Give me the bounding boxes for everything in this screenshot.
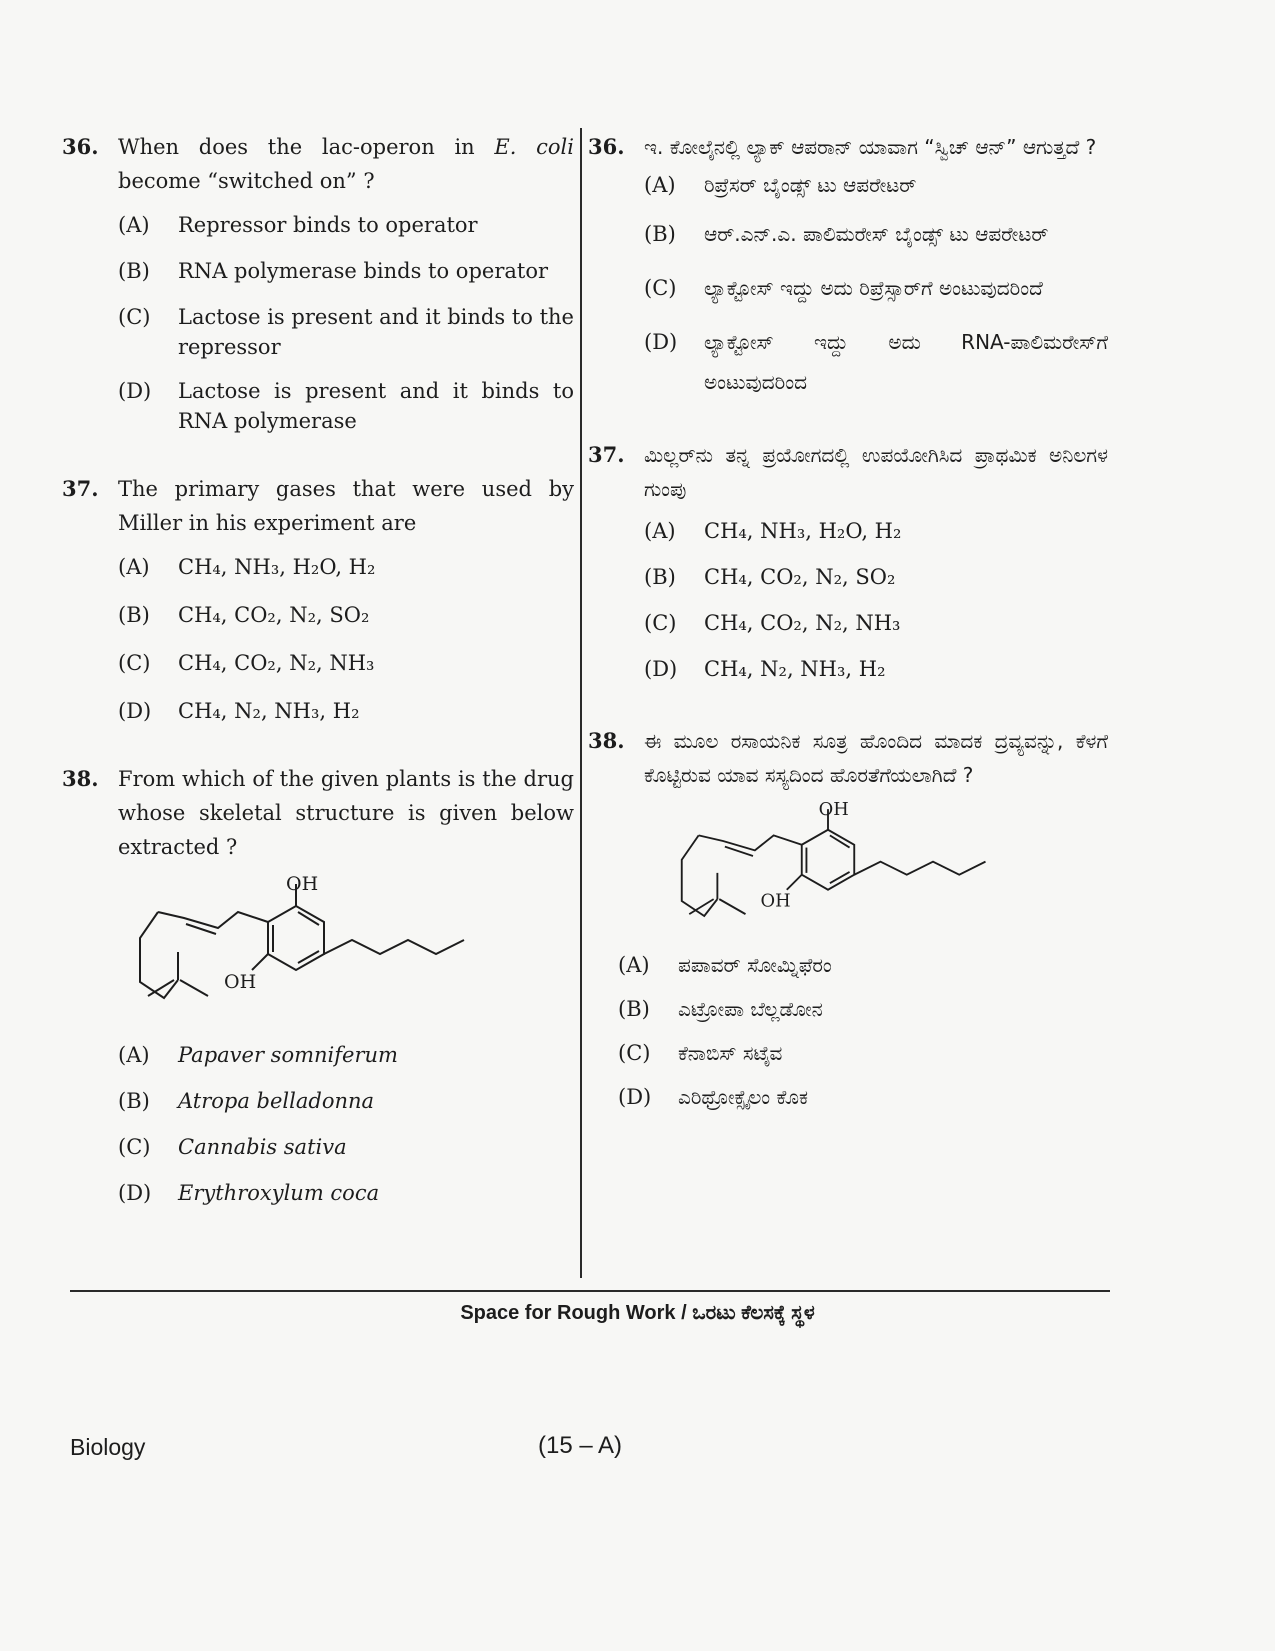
- option-a: (A) CH₄, NH₃, H₂O, H₂: [644, 519, 902, 543]
- option-b: (B) ಆರ್.ಎನ್.ಎ. ಪಾಲಿಮರೇಸ್ ಬೈಂಡ್ಸ್ ಟು ಆಪರೇಟರ್: [644, 222, 1049, 246]
- column-divider: [580, 128, 582, 1278]
- option-b: (B) CH₄, CO₂, N₂, SO₂: [644, 565, 896, 589]
- oh-label-top: OH: [286, 873, 319, 895]
- question-number: 38.: [62, 766, 99, 791]
- cannabinoid-structure: [118, 870, 538, 1030]
- option-a: (A) CH₄, NH₃, H₂O, H₂: [118, 555, 376, 579]
- rough-work-label: Space for Rough Work / ಒರಟು ಕೆಲಸಕ್ಕೆ ಸ್ಥಳ: [460, 1302, 815, 1324]
- question-text: ಮಿಲ್ಲರ್‌ನು ತನ್ನ ಪ್ರಯೋಗದಲ್ಲಿ ಉಪಯೋಗಿಸಿದ ಪ್ರಾಥಮಿಕ ಅನಿಲಗಳ ಗುಂಪು: [644, 443, 1108, 501]
- english-column: [62, 130, 574, 1208]
- subject-label: Biology: [70, 1434, 146, 1460]
- option-d: (D) Lactose is present and it binds to RNA polymerase: [118, 379, 574, 433]
- page-number: (15 – A): [538, 1432, 623, 1459]
- oh-label-bottom: OH: [224, 971, 257, 993]
- option-a: (A) Papaver somniferum: [118, 1043, 398, 1067]
- question-number: 36.: [588, 134, 625, 159]
- question-text: From which of the given plants is the drug whose skeletal structure is given below extracted ?: [118, 767, 574, 859]
- option-a: (A) ರಿಪ್ರೆಸರ್ ಬೈಂಡ್ಸ್ ಟು ಆಪರೇಟರ್: [644, 173, 917, 197]
- question-text: ಈ ಮೂಲ ರಸಾಯನಿಕ ಸೂತ್ರ ಹೊಂದಿದ ಮಾದಕ ದ್ರವ್ಯವನ್ನು, ಕೆಳಗೆ ಕೊಟ್ಟಿರುವ ಯಾವ ಸಸ್ಯದಿಂದ ಹೊರತೆಗೆಯಲಾಗಿದೆ ?: [644, 729, 1108, 787]
- question-number: 36.: [62, 134, 99, 159]
- question-text: When does the lac-operon in E. coli become “switched on” ?: [118, 135, 574, 193]
- question-38-kn: [588, 724, 1108, 1112]
- question-number: 38.: [588, 728, 625, 753]
- question-number: 37.: [588, 442, 625, 467]
- question-37-en: [62, 472, 574, 726]
- option-b: (B) ಎಟ್ರೋಪಾ ಬೆಲ್ಲಡೋನ: [618, 997, 823, 1021]
- oh-label-bottom: OH: [760, 890, 791, 912]
- question-38-en: [62, 762, 574, 1208]
- option-b: (B) Atropa belladonna: [118, 1089, 375, 1113]
- option-d: (D) CH₄, N₂, NH₃, H₂: [118, 699, 360, 723]
- question-36-kn: [588, 130, 1108, 402]
- option-b: (B) CH₄, CO₂, N₂, SO₂: [118, 603, 370, 627]
- cannabinoid-structure: [648, 796, 1068, 946]
- question-36-en: [62, 130, 574, 436]
- option-b: (B) RNA polymerase binds to operator: [118, 259, 549, 283]
- option-c: (C) ಕೆನಾಬಿಸ್ ಸಟೈವ: [618, 1041, 783, 1065]
- oh-label-top: OH: [818, 798, 849, 820]
- question-37-kn: [588, 438, 1108, 684]
- option-d: (D) ಎರಿಥ್ರೋಕ್ಸೈಲಂ ಕೊಕ: [618, 1085, 809, 1109]
- rough-work-rule: [70, 1290, 1110, 1292]
- option-d: (D) Erythroxylum coca: [118, 1181, 380, 1205]
- option-c: (C) CH₄, CO₂, N₂, NH₃: [118, 651, 375, 675]
- option-c: (C) ಲ್ಯಾಕ್ಟೋಸ್ ಇದ್ದು ಅದು ರಿಪ್ರೆಸ್ಸಾರ್‌ಗೆ ಅಂಟುವುದರಿಂದೆ: [644, 276, 1043, 300]
- question-number: 37.: [62, 476, 99, 501]
- question-text: The primary gases that were used by Miller in his experiment are: [118, 477, 574, 535]
- kannada-column: [588, 130, 1108, 1112]
- option-d: (D) CH₄, N₂, NH₃, H₂: [644, 657, 886, 681]
- option-c: (C) CH₄, CO₂, N₂, NH₃: [644, 611, 901, 635]
- option-c: (C) Cannabis sativa: [118, 1135, 347, 1159]
- option-d: (D) ಲ್ಯಾಕ್ಟೋಸ್ ಇದ್ದು ಅದು RNA-ಪಾಲಿಮರೇಸ್‌ಗೆ ಅಂಟುವುದರಿಂದ: [644, 330, 1108, 394]
- option-c: (C) Lactose is present and it binds to the repressor: [118, 305, 574, 359]
- option-a: (A) Repressor binds to operator: [118, 213, 478, 237]
- question-text: ಇ. ಕೋಲೈನಲ್ಲಿ ಲ್ಯಾಕ್ ಆಪರಾನ್ ಯಾವಾಗ “ಸ್ವಿಚ್ ಆನ್” ಆಗುತ್ತದೆ ?: [644, 135, 1097, 159]
- option-a: (A) ಪಪಾವರ್ ಸೋಮ್ನಿಫೆರಂ: [618, 953, 832, 977]
